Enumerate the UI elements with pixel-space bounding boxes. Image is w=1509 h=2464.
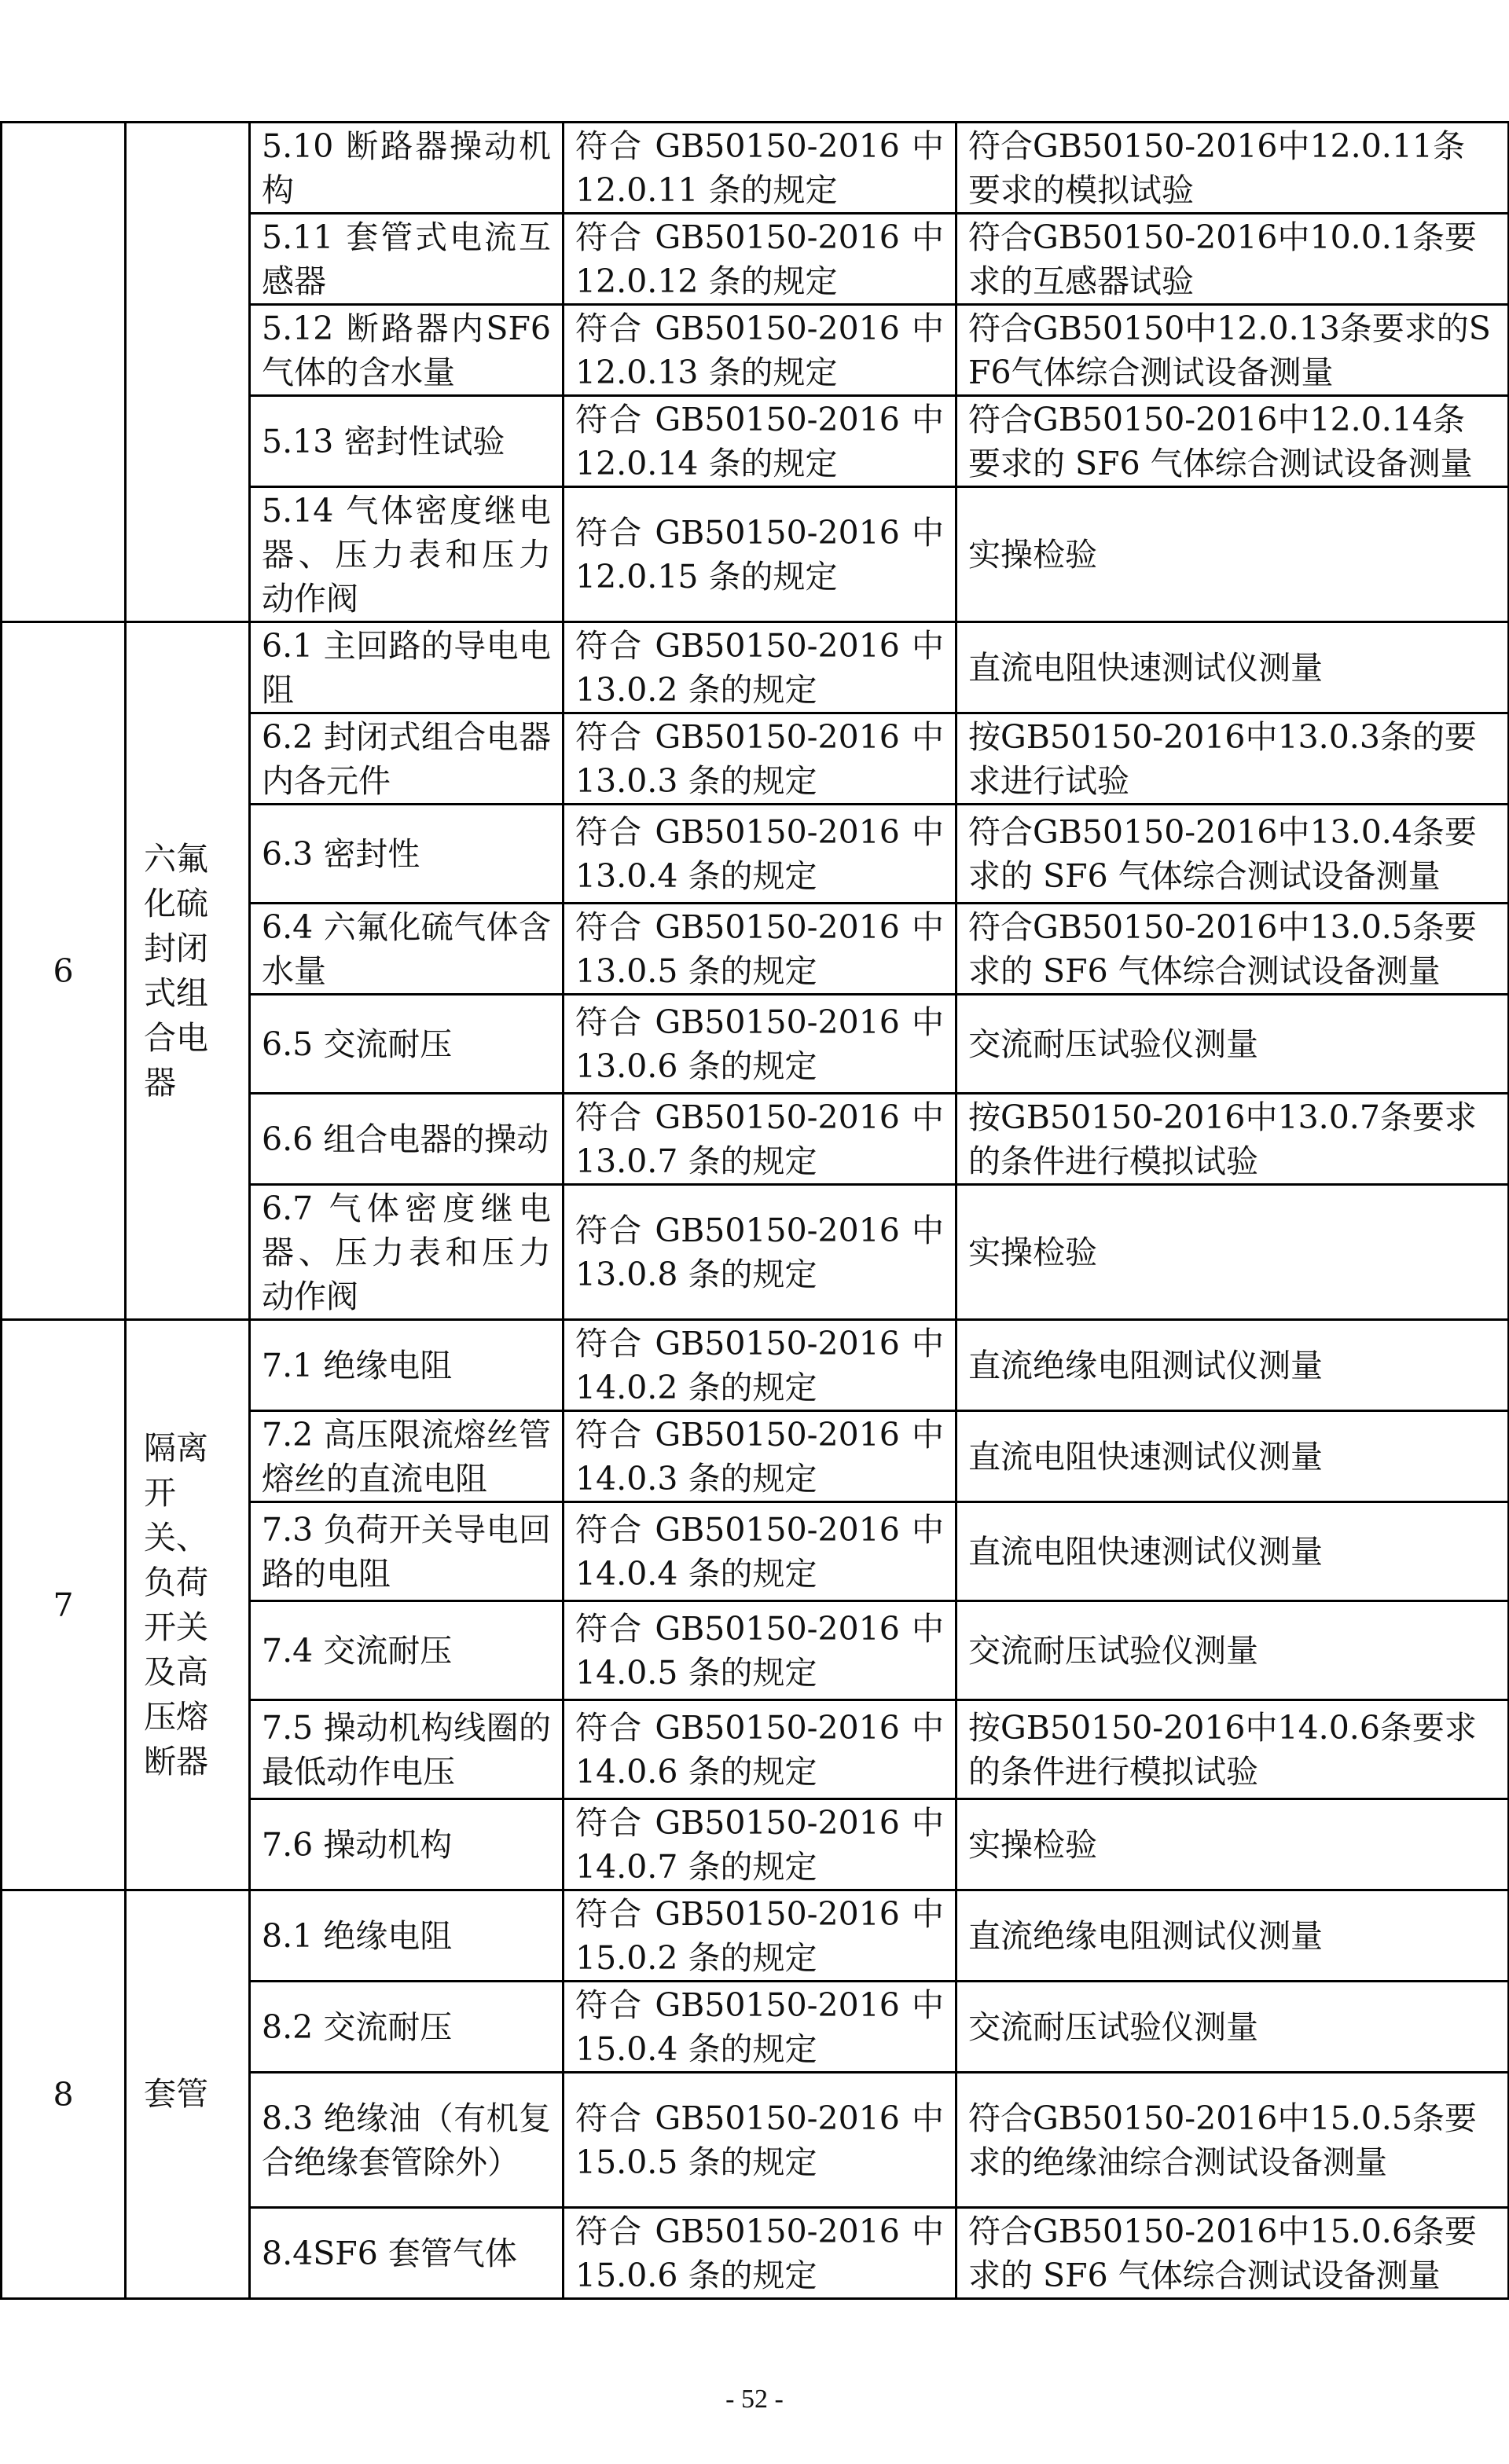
standard-cell: 符合 GB50150-2016 中 14.0.3 条的规定 xyxy=(564,1411,956,1502)
group-number xyxy=(2,123,126,622)
standard-cell: 符合 GB50150-2016 中 14.0.5 条的规定 xyxy=(564,1601,956,1700)
method-cell: 直流电阻快速测试仪测量 xyxy=(956,1411,1509,1502)
standard-cell: 符合 GB50150-2016 中 15.0.6 条的规定 xyxy=(564,2208,956,2299)
test-item-cell: 5.13 密封性试验 xyxy=(250,396,564,487)
page-number: - 52 - xyxy=(725,2385,784,2414)
group-name xyxy=(126,123,250,622)
method-cell: 直流电阻快速测试仪测量 xyxy=(956,622,1509,713)
test-item-cell: 6.6 组合电器的操动 xyxy=(250,1094,564,1185)
method-cell: 符合GB50150-2016中15.0.6条要求的 SF6 气体综合测试设备测量 xyxy=(956,2208,1509,2299)
test-item-cell: 5.14 气体密度继电器、压力表和压力动作阀 xyxy=(250,487,564,622)
group-name: 套管 xyxy=(126,1890,250,2299)
standard-cell: 符合 GB50150-2016 中 15.0.4 条的规定 xyxy=(564,1982,956,2073)
test-item-cell: 5.12 断路器内SF6 气体的含水量 xyxy=(250,305,564,396)
standard-cell: 符合 GB50150-2016 中 12.0.13 条的规定 xyxy=(564,305,956,396)
test-item-cell: 5.11 套管式电流互感器 xyxy=(250,214,564,305)
standard-cell: 符合 GB50150-2016 中 13.0.2 条的规定 xyxy=(564,622,956,713)
method-cell: 按GB50150-2016中14.0.6条要求的条件进行模拟试验 xyxy=(956,1700,1509,1799)
test-item-cell: 7.6 操动机构 xyxy=(250,1799,564,1890)
method-cell: 符合GB50150-2016中13.0.5条要求的 SF6 气体综合测试设备测量 xyxy=(956,904,1509,995)
method-cell: 按GB50150-2016中13.0.7条要求的条件进行模拟试验 xyxy=(956,1094,1509,1185)
table-row xyxy=(2,1320,1509,1411)
table-body xyxy=(2,123,1509,2299)
test-item-cell: 6.1 主回路的导电电阻 xyxy=(250,622,564,713)
standard-cell: 符合 GB50150-2016 中 13.0.4 条的规定 xyxy=(564,805,956,904)
group-number: 6 xyxy=(2,622,126,1320)
test-item-cell: 7.2 高压限流熔丝管熔丝的直流电阻 xyxy=(250,1411,564,1502)
method-cell: 实操检验 xyxy=(956,487,1509,622)
standard-cell: 符合 GB50150-2016 中 12.0.12 条的规定 xyxy=(564,214,956,305)
test-item-cell: 6.3 密封性 xyxy=(250,805,564,904)
method-cell: 交流耐压试验仪测量 xyxy=(956,1982,1509,2073)
method-cell: 交流耐压试验仪测量 xyxy=(956,1601,1509,1700)
table-row xyxy=(2,123,1509,214)
standard-cell: 符合 GB50150-2016 中 14.0.6 条的规定 xyxy=(564,1700,956,1799)
method-cell: 实操检验 xyxy=(956,1185,1509,1320)
test-item-cell: 8.3 绝缘油（有机复合绝缘套管除外） xyxy=(250,2073,564,2208)
group-number: 8 xyxy=(2,1890,126,2299)
method-cell: 符合GB50150-2016中13.0.4条要求的 SF6 气体综合测试设备测量 xyxy=(956,805,1509,904)
standard-cell: 符合 GB50150-2016 中 13.0.3 条的规定 xyxy=(564,713,956,805)
test-item-cell: 7.4 交流耐压 xyxy=(250,1601,564,1700)
test-item-cell: 6.7 气体密度继电器、压力表和压力动作阀 xyxy=(250,1185,564,1320)
method-cell: 直流电阻快速测试仪测量 xyxy=(956,1502,1509,1601)
method-cell: 符合GB50150中12.0.13条要求的SF6气体综合测试设备测量 xyxy=(956,305,1509,396)
test-item-cell: 8.4SF6 套管气体 xyxy=(250,2208,564,2299)
group-name: 隔离开关、负荷开关及高压熔断器 xyxy=(126,1320,250,1890)
table-row xyxy=(2,622,1509,713)
test-item-cell: 5.10 断路器操动机构 xyxy=(250,123,564,214)
test-item-cell: 8.2 交流耐压 xyxy=(250,1982,564,2073)
standard-cell: 符合 GB50150-2016 中 14.0.2 条的规定 xyxy=(564,1320,956,1411)
group-name: 六氟化硫封闭式组合电器 xyxy=(126,622,250,1320)
method-cell: 符合GB50150-2016中10.0.1条要求的互感器试验 xyxy=(956,214,1509,305)
test-item-cell: 7.5 操动机构线圈的最低动作电压 xyxy=(250,1700,564,1799)
standard-cell: 符合 GB50150-2016 中 14.0.4 条的规定 xyxy=(564,1502,956,1601)
standard-cell: 符合 GB50150-2016 中 12.0.15 条的规定 xyxy=(564,487,956,622)
method-cell: 符合GB50150-2016中15.0.5条要求的绝缘油综合测试设备测量 xyxy=(956,2073,1509,2208)
standard-cell: 符合 GB50150-2016 中 13.0.5 条的规定 xyxy=(564,904,956,995)
standard-cell: 符合 GB50150-2016 中 15.0.5 条的规定 xyxy=(564,2073,956,2208)
test-item-cell: 6.2 封闭式组合电器内各元件 xyxy=(250,713,564,805)
standard-cell: 符合 GB50150-2016 中 14.0.7 条的规定 xyxy=(564,1799,956,1890)
method-cell: 符合GB50150-2016中12.0.14条要求的 SF6 气体综合测试设备测量 xyxy=(956,396,1509,487)
inspection-table xyxy=(0,121,1509,2300)
table-row xyxy=(2,1890,1509,1982)
test-item-cell: 6.4 六氟化硫气体含水量 xyxy=(250,904,564,995)
method-cell: 直流绝缘电阻测试仪测量 xyxy=(956,1890,1509,1982)
method-cell: 交流耐压试验仪测量 xyxy=(956,995,1509,1094)
test-item-cell: 8.1 绝缘电阻 xyxy=(250,1890,564,1982)
standard-cell: 符合 GB50150-2016 中 15.0.2 条的规定 xyxy=(564,1890,956,1982)
standard-cell: 符合 GB50150-2016 中 13.0.8 条的规定 xyxy=(564,1185,956,1320)
test-item-cell: 7.1 绝缘电阻 xyxy=(250,1320,564,1411)
method-cell: 按GB50150-2016中13.0.3条的要求进行试验 xyxy=(956,713,1509,805)
test-item-cell: 7.3 负荷开关导电回路的电阻 xyxy=(250,1502,564,1601)
method-cell: 符合GB50150-2016中12.0.11条要求的模拟试验 xyxy=(956,123,1509,214)
standard-cell: 符合 GB50150-2016 中 13.0.6 条的规定 xyxy=(564,995,956,1094)
method-cell: 直流绝缘电阻测试仪测量 xyxy=(956,1320,1509,1411)
standard-cell: 符合 GB50150-2016 中 13.0.7 条的规定 xyxy=(564,1094,956,1185)
method-cell: 实操检验 xyxy=(956,1799,1509,1890)
standard-cell: 符合 GB50150-2016 中 12.0.14 条的规定 xyxy=(564,396,956,487)
standard-cell: 符合 GB50150-2016 中 12.0.11 条的规定 xyxy=(564,123,956,214)
test-item-cell: 6.5 交流耐压 xyxy=(250,995,564,1094)
group-number: 7 xyxy=(2,1320,126,1890)
